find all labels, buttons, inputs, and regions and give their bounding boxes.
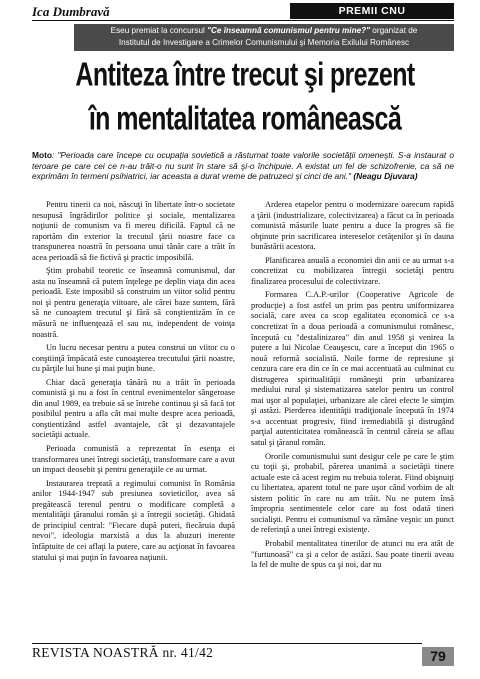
banner-line-2: Institutul de Investigare a Crimelor Comunismului şi Memoria Exilului Românesc <box>118 38 410 47</box>
banner-text: Eseu premiat la concursul <box>110 26 208 35</box>
banner-contest-title: "Ce înseamnă comunismul pentru mine?" <box>207 26 371 35</box>
paragraph: Un lucru necesar pentru a putea construi un viitor cu o conştiinţă împăcată este cunoaşterea trecutului ţării noastre, cu părţile lui bune şi mai puţin bune. <box>32 343 235 374</box>
banner-text: organizat de <box>370 26 418 35</box>
footer-divider <box>32 643 422 644</box>
motto-source: (Neagu Djuvara) <box>353 171 418 182</box>
article-title-line-1: Antiteza între trecut şi prezent <box>75 56 415 94</box>
paragraph: Planificarea anuală a economiei din anii ce au urmat s-a concretizat cu mobilizarea întregii societăţi pentru finalizarea procesului de colectivizare. <box>251 255 454 286</box>
paragraph: Perioada comunistă a reprezentat în esenţa ei transformarea unei întregi societăţi, transformare care a avut un impact deosebit şi pentru generaţiile ce au urmat. <box>32 444 235 475</box>
paragraph: Probabil mentalitatea tinerilor de atunci nu era atât de "furtunoasă" ca şi a celor de astăzi. Sau poate tinerii aveau la fel de multe de spus ca şi noi, dar nu <box>251 538 454 570</box>
header-divider <box>32 20 454 21</box>
author-name: Ica Dumbravă <box>32 4 110 19</box>
article-title-line-2: în mentalitatea românească <box>88 100 402 138</box>
motto-text: : "Perioada care începe cu ocupaţia sovietică a răsturnat toate valorile societăţii omeneşti. S-a instaurat o teroare pe care cei ce n-au trăit-o nu sunt în stare să şi-o închipuie. A existat un fel de schizofrenie, ca să ne exprimăm în termeni psihiatrici, iar aceasta a durat vreme de patruzeci şi cinci de ani." <box>32 150 454 182</box>
right-column <box>251 200 454 645</box>
journal-issue: REVISTA NOASTRĂ nr. 41/42 <box>32 645 214 660</box>
section-badge: PREMII CNU <box>290 3 454 19</box>
banner-line-1 <box>74 25 454 37</box>
page-number: 79 <box>422 647 454 666</box>
motto <box>32 150 454 182</box>
award-banner <box>74 24 454 51</box>
paragraph: Pentru tinerii ca noi, născuţi în libertate într-o societate nesupusă îngrădirilor politice şi sociale, mentalizarea noţiunii de comunism va fi mereu dificilă. Faptul că ne raportăm din exterior la trecutul ţării noastre face ca transpunerea noastră în persoana unui tânăr care a trăit în acea perioadă să fie fictivă şi practic imposibilă. <box>32 200 235 262</box>
paragraph: Formarea C.A.P.-urilor (Cooperative Agricole de producţie) a fost astfel un prim pas pentru uniformizarea socială, care avea ca scop egalitatea economică ce s-a concretizat în a doua perioadă a comunismului românesc, începută cu "destalinizarea" din anul 1958 şi venirea la putere a lui Nicolae Ceauşescu, care a început din 1965 o nouă reformă socialistă. Noile forme de represiune şi cenzura care era din ce în ce mai accentuată au culminat cu distrugerea spiritualităţii româneşti prin urbanizarea mediului rural şi sistematizarea satelor pentru un control mai uşor al populaţiei, urbanizare ale cărei efecte le simţim şi astăzi. Pierderea identităţii tradiţionale începută în 1974 s-a accentuat progresiv, fiind iremediabilă şi distrugând parţial autenticitatea românească în centrul căreia se aflau satul şi ţăranul român. <box>251 290 454 448</box>
paragraph: Ştim probabil teoretic ce înseamnă comunismul, dar asta nu înseamnă că putem înţelege pe deplin viaţa din acea perioadă. Este imposibil să construim un viitor solid pentru noi şi pentru generaţia viitoare, ale cărei baze suntem, fără să ne cunoaştem trecutul şi fără să conştientizăm în ce măsură ne influenţează el sau nu, independent de voinţa noastră. <box>32 266 235 339</box>
paragraph: Arderea etapelor pentru o modernizare oarecum rapidă a ţării (industrializare, colectivizarea) a făcut ca în perioada comunistă măsurile luate pentru a duce la progres să fie obţinute prin sacrificarea intereselor cetăţenilor şi în dauna bunăstării acestora. <box>251 200 454 252</box>
paragraph: Chiar dacă generaţia tânără nu a trăit în perioada comunistă şi nu a fost în centrul evenimentelor sângeroase din anul 1989, ea trebuie să se întrebe continuu şi să facă tot posibilul pentru a afla cât mai multe despre acea perioadă, conştientizând astfel avantajele, cât şi dezavantajele societăţii actuale. <box>32 377 235 440</box>
paragraph: Instaurarea treptată a regimului comunist în România anilor 1944-1947 sub presiunea sovieticilor, avea să pregătească terenul pentru o modificare completă a mentalităţii ţăranului român şi a întregii societăţi. Ghidată de principiul central: "Fiecare după puteri, fiecăruia după nevoi", ideologia marxistă a dus la abuzuri inerente înfăptuite de cei aflaţi la putere, care au acţionat în favoarea statului şi mai puţin în favoarea naţiunii. <box>32 478 235 562</box>
left-column <box>32 200 235 566</box>
paragraph: Ororile comunismului sunt desigur cele pe care le ştim cu toţii şi, probabil, părerea unanimă a societăţii tinere actuale este că acest regim nu trebuia tolerat. Fiind obişnuiţi cu libertatea, aparent totul ne pare uşor când vorbim de alt sistem politic în care nu am trăit. Nu ne putem însă împropria sentimentele celor care au fost odată tineri socialişti. Pentru ei comunismul va rămâne veşnic un punct de referinţă a unei întregi existenţe. <box>251 451 454 535</box>
motto-label: Moto <box>32 150 52 160</box>
